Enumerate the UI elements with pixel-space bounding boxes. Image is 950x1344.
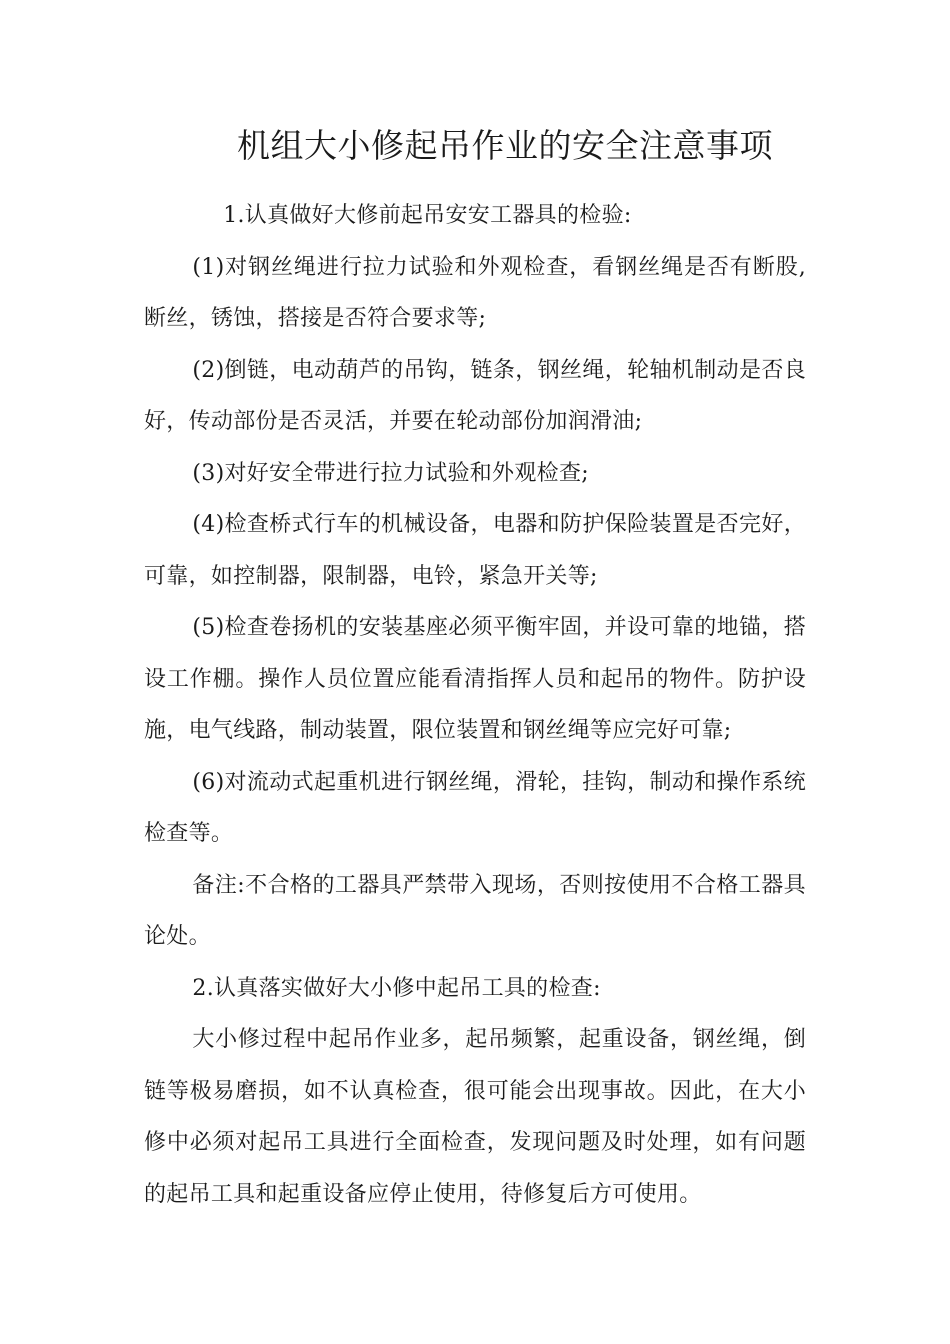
section-heading-2: 2.认真落实做好大小修中起吊工具的检查: xyxy=(192,975,601,1001)
paragraph-item-3: (3)对好安全带进行拉力试验和外观检查; xyxy=(192,460,589,486)
paragraph-item-1: (1)对钢丝绳进行拉力试验和外观检查，看钢丝绳是否有断股,断丝，锈蚀，搭接是否符合要求等; xyxy=(144,254,806,331)
paragraph-item-6: (6)对流动式起重机进行钢丝绳，滑轮，挂钩，制动和操作系统检查等。 xyxy=(144,769,806,846)
paragraph-item-2: (2)倒链，电动葫芦的吊钩，链条，钢丝绳，轮轴机制动是否良好，传动部份是否灵活，并要在轮动部份加润滑油; xyxy=(144,357,806,434)
document-title: 机组大小修起吊作业的安全注意事项 xyxy=(237,126,773,165)
paragraph-item-5: (5)检查卷扬机的安装基座必须平衡牢固，并设可靠的地锚，搭设工作棚。操作人员位置应能看清指挥人员和起吊的物件。防护设施，电气线路，制动装置，限位装置和钢丝绳等应完好可靠; xyxy=(144,615,806,743)
section-2-paragraph: 大小修过程中起吊作业多，起吊频繁，起重设备，钢丝绳，倒链等极易磨损，如不认真检查，很可能会出现事故。因此，在大小修中必须对起吊工具进行全面检查，发现问题及时处理，如有问题的起吊工具和起重设备应停止使用，待修复后方可使用。 xyxy=(144,1027,806,1207)
paragraph-item-4: (4)检查桥式行车的机械设备，电器和防护保险装置是否完好，可靠，如控制器，限制器，电铃，紧急开关等; xyxy=(144,512,806,589)
section-heading-1: 1.认真做好大修前起吊安安工器具的检验: xyxy=(223,203,632,228)
remark-paragraph: 备注:不合格的工器具严禁带入现场，否则按使用不合格工器具论处。 xyxy=(144,872,806,949)
document-body xyxy=(144,190,806,1220)
